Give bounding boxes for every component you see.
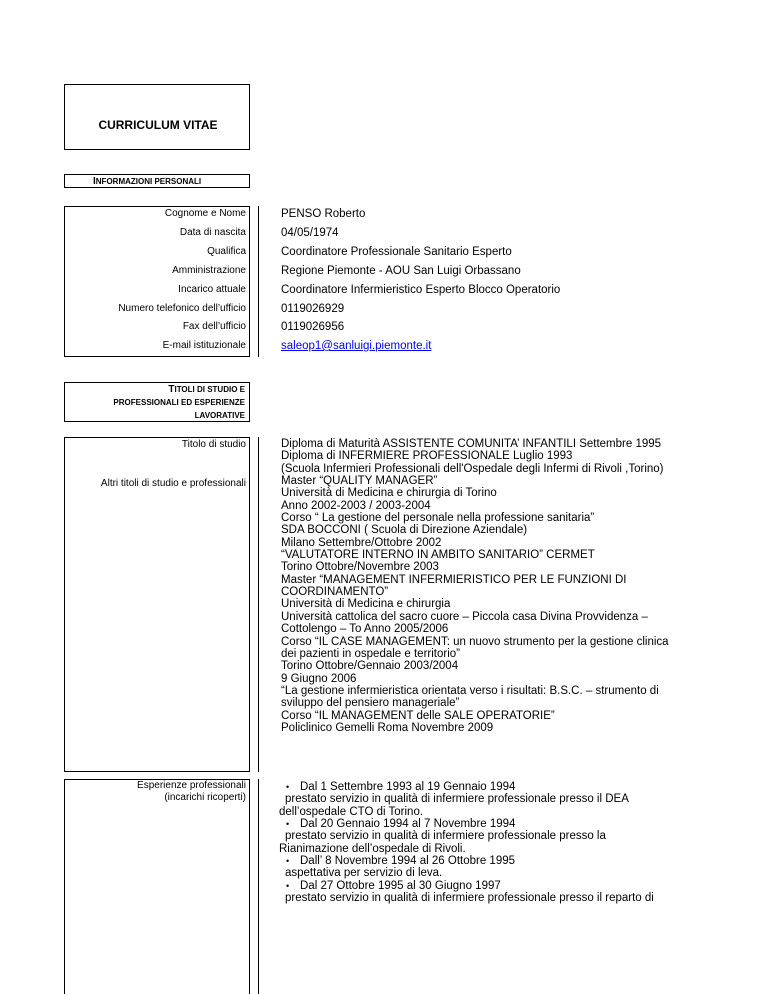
education-line: Diploma di Maturità ASSISTENTE COMUNITA’ INFANTILI Settembre 1995 [281, 438, 662, 450]
education-line: Master “QUALITY MANAGER” [281, 475, 438, 488]
education-line: “La gestione infermieristica orientata verso i risultati: B.S.C. – strumento di [281, 684, 659, 697]
education-line: dei pazienti in ospedale e territorio” [281, 647, 460, 660]
value-fax: 0119026956 [281, 321, 345, 333]
bullet-icon: • [286, 856, 290, 867]
bullet-icon: • [286, 782, 290, 792]
label-fax: Fax dell’ufficio [182, 321, 246, 332]
experience-date [273, 818, 654, 830]
label-esperienze [64, 780, 250, 804]
experience-labels-box [64, 779, 250, 994]
label-data-nascita: Data di nascita [179, 227, 246, 238]
education-line: Diploma di INFERMIERE PROFESSIONALE Luglio 1993 [281, 450, 573, 463]
label-cognome-nome: Cognome e Nome [164, 208, 246, 219]
title-box [64, 84, 250, 150]
experience-date [273, 855, 654, 867]
experience-line: Rianimazione dell’ospedale di Rivoli. [279, 842, 466, 855]
education-line: Università cattolica del sacro cuore – Piccola casa Divina Provvidenza – [281, 610, 648, 623]
section-header-personal [64, 174, 250, 188]
section-titles-line-2: PROFESSIONALI ED ESPERIENZE [113, 398, 245, 407]
label-altri-titoli: Altri titoli di studio e professionali [100, 478, 246, 489]
education-line: Torino Ottobre/Novembre 2003 [281, 561, 439, 574]
label-email: E-mail istituzionale [162, 340, 246, 351]
section-header-titles-text [113, 383, 245, 422]
personal-divider [258, 206, 259, 357]
education-line: Università di Medicina e chirurgia di Torino [281, 487, 497, 500]
value-incarico: Coordinatore Infermieristico Esperto Blocco Operatorio [281, 284, 561, 296]
experience-date-text: Dall’ 8 Novembre 1994 al 26 Ottobre 1995 [300, 855, 516, 868]
education-line: Corso “ La gestione del personale nella professione sanitaria” [281, 512, 595, 525]
education-line: Università di Medicina e chirurgia [281, 598, 451, 611]
experience-date [273, 781, 654, 793]
value-telefono: 0119026929 [281, 303, 345, 315]
experience-line: prestato servizio in qualità di infermiere professionale presso la [285, 830, 606, 843]
experience-date [273, 880, 654, 892]
experience-line: dell’ospedale CTO di Torino. [279, 805, 424, 818]
label-telefono: Numero telefonico dell’ufficio [118, 303, 246, 314]
value-qualifica: Coordinatore Professionale Sanitario Esperto [281, 246, 512, 258]
education-divider [258, 437, 259, 772]
education-line: Master “MANAGEMENT INFERMIERISTICO PER LE FUNZIONI DI [281, 573, 627, 586]
label-incarico: Incarico attuale [178, 284, 246, 295]
education-line: sviluppo del pensiero manageriale” [281, 697, 460, 710]
document-title: CURRICULUM VITAE [98, 118, 218, 132]
education-line: “VALUTATORE INTERNO IN AMBITO SANITARIO” CERMET [281, 549, 595, 562]
education-line: Corso “IL MANAGEMENT delle SALE OPERATORIE” [281, 709, 555, 722]
education-text [281, 438, 669, 734]
section-header-personal-text [93, 175, 201, 188]
section-titles-initial: T [168, 384, 175, 395]
label-esperienze-line2: (incarichi ricoperti) [164, 792, 246, 803]
section-rest: NFORMAZIONI PERSONALI [95, 177, 202, 186]
label-esperienze-line1: Esperienze professionali [137, 780, 246, 791]
education-line: Milano Settembre/Ottobre 2002 [281, 536, 442, 549]
value-amministrazione: Regione Piemonte - AOU San Luigi Orbassano [281, 265, 521, 277]
value-data-nascita: 04/05/1974 [281, 227, 339, 239]
education-line: SDA BOCCONI ( Scuola di Direzione Aziendale) [281, 524, 528, 537]
experience-line: prestato servizio in qualità di infermiere professionale presso il reparto di [285, 892, 654, 905]
experience-line: prestato servizio in qualità di infermiere professionale presso il DEA [285, 793, 629, 806]
education-line: (Scuola Infermieri Professionali dell'Ospedale degli Infermi di Rivoli ,Torino) [281, 462, 664, 475]
bullet-icon: • [286, 880, 290, 891]
education-line: Torino Ottobre/Gennaio 2003/2004 [281, 660, 459, 673]
experience-date-text: Dal 1 Settembre 1993 al 19 Gennaio 1994 [300, 781, 516, 793]
value-cognome-nome: PENSO Roberto [281, 208, 366, 220]
experience-divider [258, 779, 259, 994]
experience-date-text: Dal 27 Ottobre 1995 al 30 Giugno 1997 [300, 879, 501, 892]
education-line: 9 Giugno 2006 [281, 672, 357, 685]
education-line: Cottolengo – To Anno 2005/2006 [281, 623, 449, 636]
education-line: Corso “IL CASE MANAGEMENT: un nuovo strumento per la gestione clinica [281, 635, 669, 648]
education-line: Anno 2002-2003 / 2003-2004 [281, 499, 431, 512]
education-line: Policlinico Gemelli Roma Novembre 2009 [281, 721, 494, 734]
label-titolo-studio: Titolo di studio [181, 439, 246, 450]
education-line: COORDINAMENTO” [281, 586, 389, 599]
label-qualifica: Qualifica [207, 246, 246, 257]
section-titles-line-1: ITOLI DI STUDIO E [174, 385, 245, 394]
section-initial: I [93, 176, 96, 187]
section-header-titles [64, 382, 250, 422]
label-amministrazione: Amministrazione [172, 265, 246, 276]
bullet-icon: • [286, 819, 290, 830]
experience-text [273, 781, 654, 904]
experience-date-text: Dal 20 Gennaio 1994 al 7 Novembre 1994 [300, 818, 516, 831]
section-titles-line-3: LAVORATIVE [194, 411, 245, 420]
email-link[interactable]: saleop1@sanluigi.piemonte.it [281, 340, 432, 352]
experience-line: aspettativa per servizio di leva. [285, 867, 443, 880]
value-email [281, 339, 431, 354]
